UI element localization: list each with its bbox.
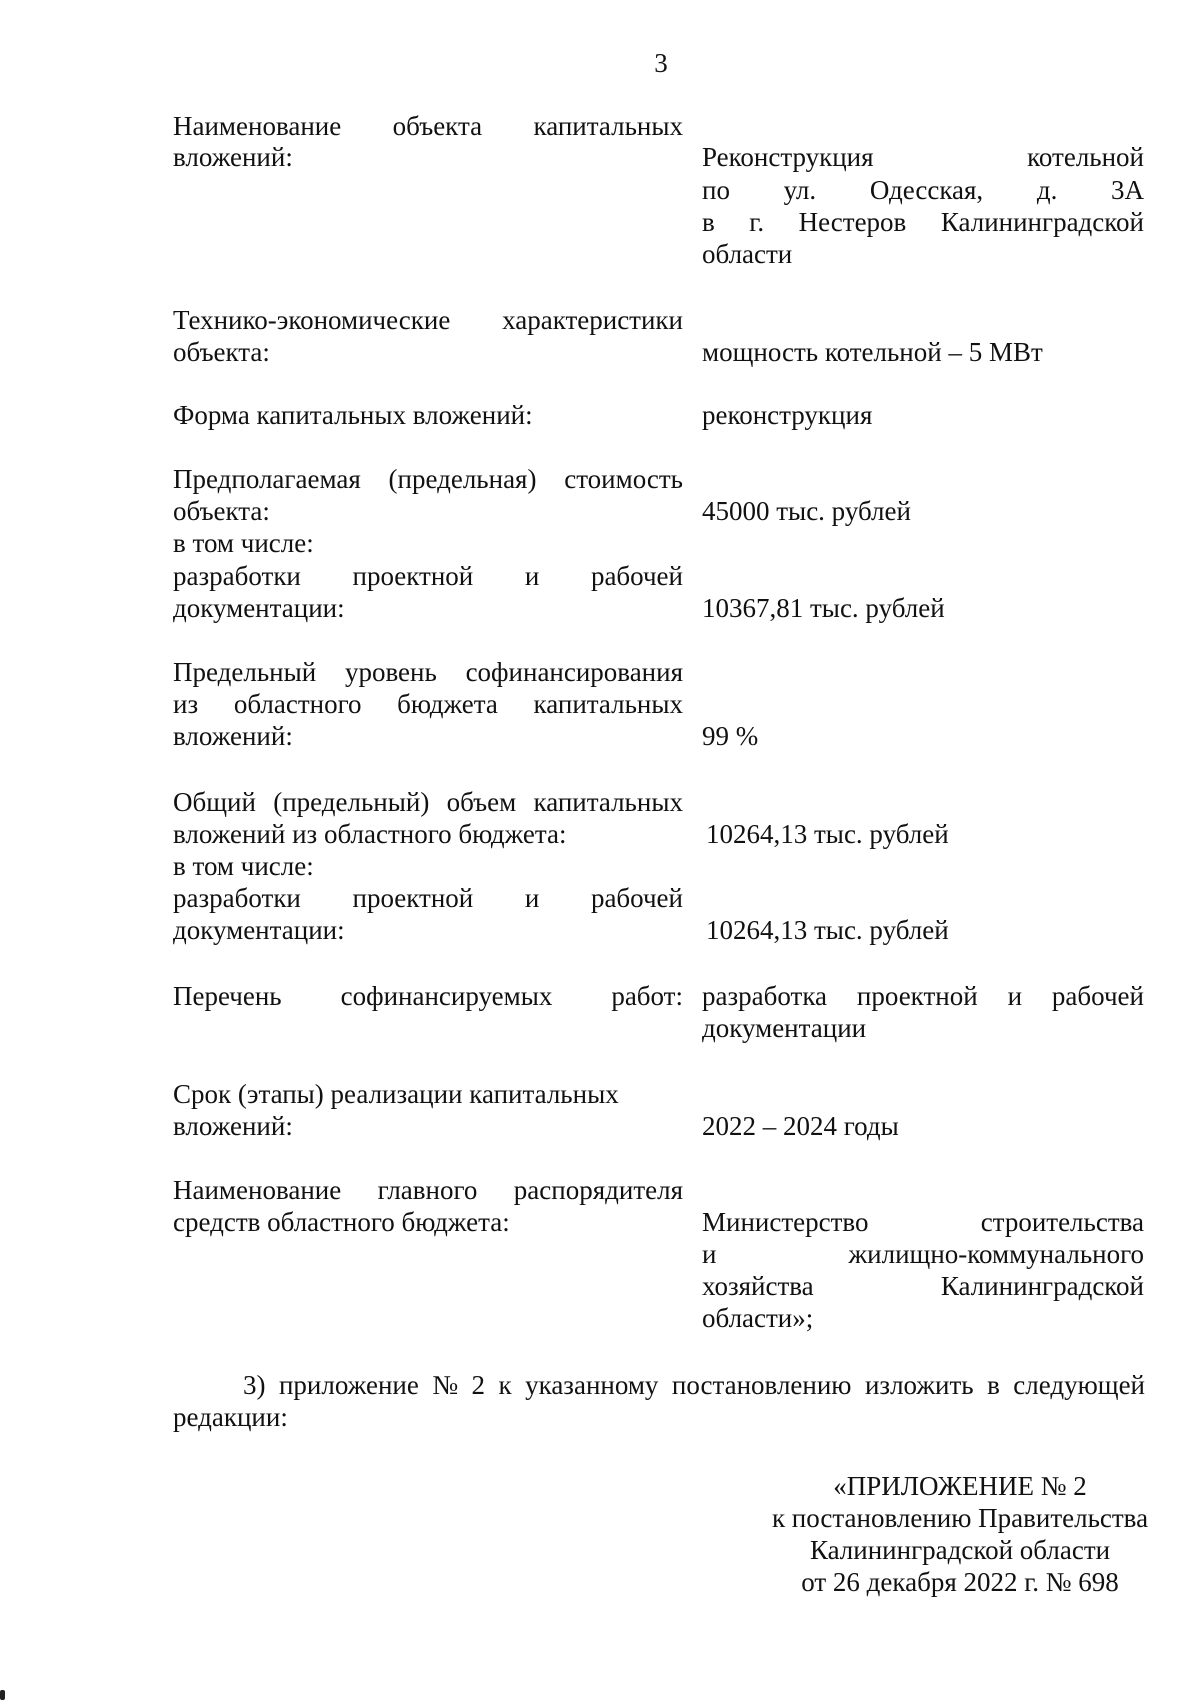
word: и xyxy=(1007,981,1023,1011)
word: Реконструкция xyxy=(702,142,874,172)
row-value-line xyxy=(702,1238,1144,1270)
row-label-line: вложений: xyxy=(173,1111,293,1141)
word: разработки xyxy=(173,561,301,591)
word: изложить xyxy=(864,1370,974,1400)
word: Предельный xyxy=(173,657,317,687)
word: ул. xyxy=(783,175,817,205)
row-value-line: области xyxy=(702,239,793,269)
word: софинансируемых xyxy=(340,981,553,1011)
word: проектной xyxy=(352,883,474,913)
row-label-line xyxy=(173,110,683,142)
row-value-line xyxy=(702,174,1144,206)
word: разработка xyxy=(702,981,828,1011)
row-value-line: документации xyxy=(702,1013,867,1043)
word: 2 xyxy=(471,1370,486,1400)
word: 3А xyxy=(1111,175,1144,205)
row-label-line xyxy=(173,656,683,688)
word: объекта xyxy=(392,111,483,141)
word: рабочей xyxy=(590,883,683,913)
word: Одесская, xyxy=(869,175,984,205)
word: Наименование xyxy=(173,1175,342,1205)
word: (предельная) xyxy=(388,464,537,494)
word: проектной xyxy=(352,561,474,591)
word: Перечень xyxy=(173,981,282,1011)
word: в xyxy=(987,1370,1000,1400)
word: Технико-экономические xyxy=(173,305,451,335)
row-value-line xyxy=(702,141,1144,173)
row-label-line: вложений: xyxy=(173,142,293,172)
row-value-line: 45000 тыс. рублей xyxy=(702,496,911,526)
appendix-date: от 26 декабря 2022 г. № 698 xyxy=(801,1567,1119,1597)
word: по xyxy=(702,175,730,205)
word: жилищно-коммунального xyxy=(848,1239,1144,1269)
word: (предельный) xyxy=(273,787,430,817)
word: и xyxy=(524,561,540,591)
appendix-heading: «ПРИЛОЖЕНИЕ № 2 xyxy=(833,1471,1087,1501)
row-label-line xyxy=(173,688,683,720)
word: следующей xyxy=(1013,1370,1145,1400)
word: Калининградской xyxy=(940,207,1144,237)
word: характеристики xyxy=(502,305,683,335)
row-label-line: объекта: xyxy=(173,337,270,367)
row-value-line xyxy=(702,1206,1144,1238)
word: и xyxy=(524,883,540,913)
word: областного xyxy=(233,689,362,719)
word: работ: xyxy=(611,981,683,1011)
word: капитальных xyxy=(533,689,683,719)
word: Министерство xyxy=(702,1207,869,1237)
row-value-line: реконструкция xyxy=(702,400,873,430)
word: капитальных xyxy=(533,111,683,141)
word: № xyxy=(432,1370,459,1400)
row-value-line: 2022 – 2024 годы xyxy=(702,1111,899,1141)
word: постановлению xyxy=(671,1370,852,1400)
word: строительства xyxy=(980,1207,1144,1237)
row-label-line xyxy=(173,980,683,1012)
row-value-line: 10264,13 тыс. рублей xyxy=(706,915,949,945)
word: рабочей xyxy=(590,561,683,591)
row-label-line xyxy=(173,463,683,495)
row-label-line xyxy=(173,1174,683,1206)
amendment-paragraph-line: редакции: xyxy=(173,1402,288,1432)
word: софинансирования xyxy=(465,657,683,687)
row-value-line xyxy=(702,980,1144,1012)
word: стоимость xyxy=(564,464,683,494)
word: проектной xyxy=(856,981,978,1011)
appendix-subheading: к постановлению Правительства xyxy=(771,1503,1149,1533)
amendment-paragraph-line xyxy=(173,1369,1145,1401)
row-label-line: Форма капитальных вложений: xyxy=(173,400,533,430)
appendix-subheading: Калининградской области xyxy=(809,1535,1111,1565)
word: главного xyxy=(377,1175,478,1205)
row-label-line xyxy=(173,882,683,914)
row-label-line xyxy=(173,560,683,592)
row-value-line: области»; xyxy=(702,1303,814,1333)
row-value-line: 10367,81 тыс. рублей xyxy=(702,593,945,623)
scan-artifact xyxy=(0,1690,5,1700)
row-label-line: Срок (этапы) реализации капитальных xyxy=(173,1079,619,1109)
word: и xyxy=(702,1239,717,1269)
page-number: 3 xyxy=(654,48,668,78)
word: приложение xyxy=(278,1370,419,1400)
row-label-line: документации: xyxy=(173,593,345,623)
word: капитальных xyxy=(533,787,683,817)
row-label-line: вложений из областного бюджета: xyxy=(173,819,567,849)
word: уровень xyxy=(344,657,437,687)
row-label-line: вложений: xyxy=(173,721,293,751)
word: хозяйства xyxy=(702,1271,814,1301)
row-label-line xyxy=(173,786,683,818)
word: объем xyxy=(446,787,517,817)
row-value-line xyxy=(702,1270,1144,1302)
word: Нестеров xyxy=(798,207,907,237)
row-label-line xyxy=(173,304,683,336)
word: в xyxy=(702,207,715,237)
row-label-line: в том числе: xyxy=(173,528,314,558)
row-label-line: документации: xyxy=(173,915,345,945)
word: Калининградской xyxy=(940,1271,1144,1301)
word: д. xyxy=(1036,175,1058,205)
word: к xyxy=(498,1370,512,1400)
word: бюджета xyxy=(397,689,498,719)
row-value-line: 99 % xyxy=(702,721,759,751)
word: Предполагаемая xyxy=(173,464,361,494)
word: Наименование xyxy=(173,111,342,141)
row-label-line: объекта: xyxy=(173,496,270,526)
word: из xyxy=(173,689,199,719)
row-value-line xyxy=(702,206,1144,238)
word: г. xyxy=(749,207,765,237)
word: Общий xyxy=(173,787,256,817)
row-label-line: в том числе: xyxy=(173,851,314,881)
word: распорядителя xyxy=(513,1175,683,1205)
row-value-line: мощность котельной – 5 МВт xyxy=(702,337,1043,367)
row-value-line: 10264,13 тыс. рублей xyxy=(706,819,949,849)
row-label-line: средств областного бюджета: xyxy=(173,1207,510,1237)
word: 3) xyxy=(243,1370,266,1400)
word: указанному xyxy=(525,1370,659,1400)
word: рабочей xyxy=(1051,981,1144,1011)
word: разработки xyxy=(173,883,301,913)
word: котельной xyxy=(1027,142,1144,172)
